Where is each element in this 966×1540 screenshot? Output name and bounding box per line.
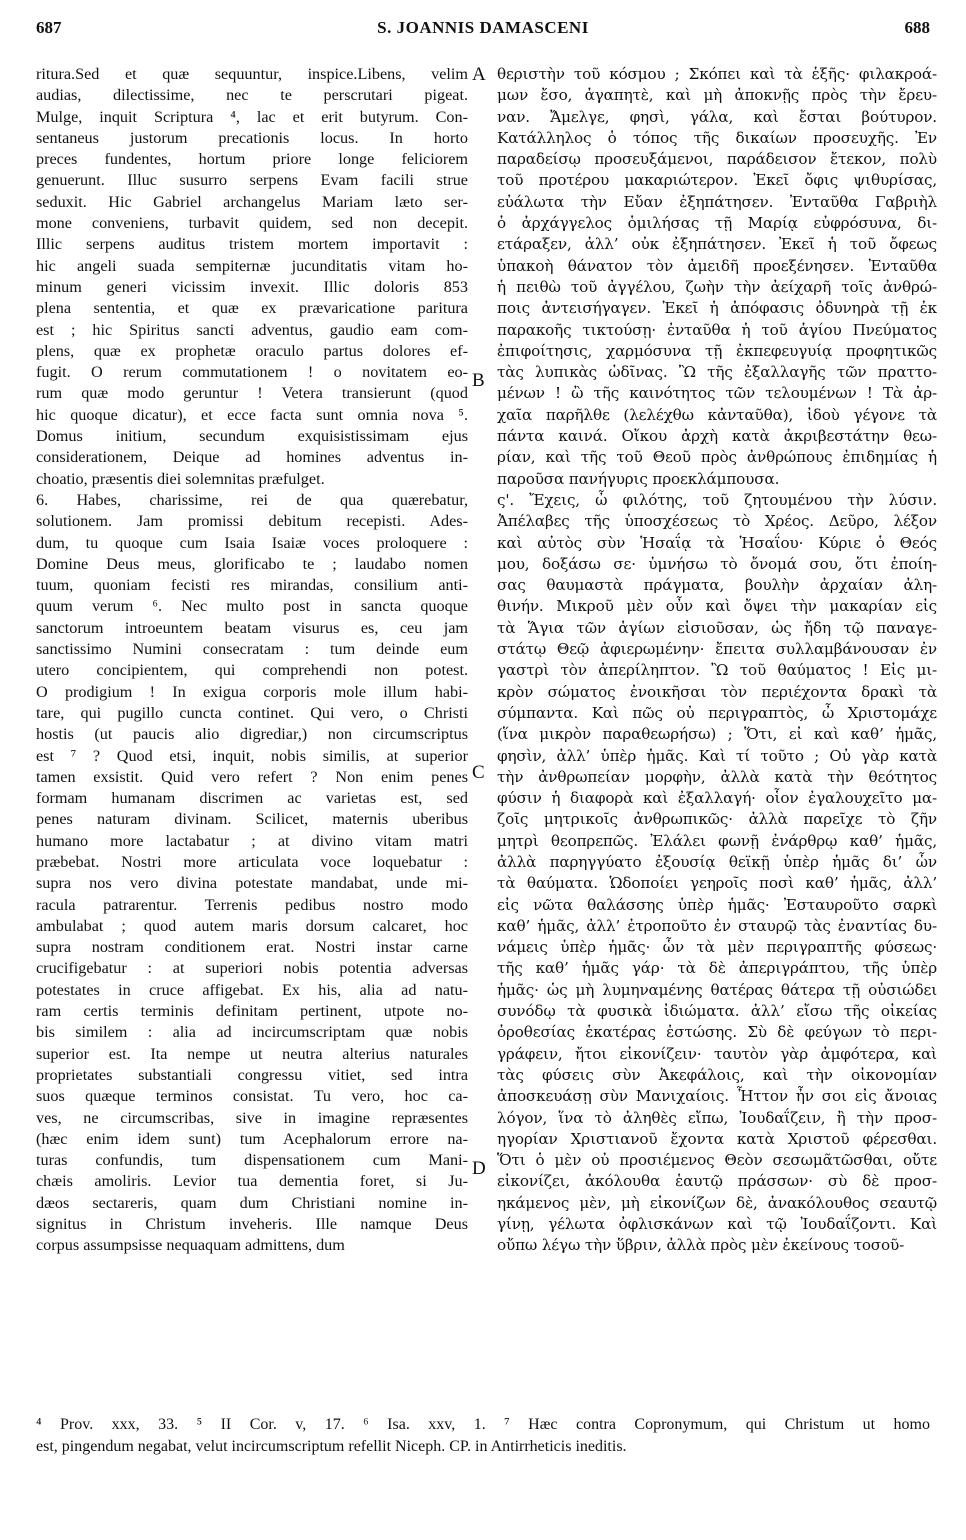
latin-text-line: seduxit. Hic Gabriel archangelus Mariam læto ser-: [36, 192, 468, 211]
latin-text-line: choatio, præsentis diei solemnitas præfulget.: [36, 469, 325, 488]
greek-text-line: μων ἔσο, ἀγαπητὲ, καὶ μὴ ἀποκνῇς πρὸς τὴν ἔρευ-: [497, 86, 937, 105]
greek-text-line: σύμπαντα. Καὶ πῶς οὐ περιγραπτὸς, ὦ Χριστομάχε: [497, 703, 937, 722]
latin-column: [36, 64, 468, 1257]
greek-text-line: κρὸν σώματος ἐνοικῆσαι τὸν περιέχοντα δρακὶ τὰ: [497, 682, 937, 701]
latin-text-line: dum, tu quoque cum Isaia Isaiæ voces proloquere :: [36, 533, 468, 552]
greek-text-line: λόγον, ἵνα τὸ ἀληθὲς εἴπω, Ἰουδαΐζειν, ἢ τὴν προσ-: [497, 1108, 937, 1127]
greek-text-line: θινήν. Μικροῦ μὲν οὖν καὶ ὄψει τὴν μακαρίαν εἰς: [497, 597, 937, 616]
latin-text-line: audias, dilectissime, nec te perscrutari pigeat.: [36, 86, 468, 105]
section-marker-d: D: [472, 1158, 486, 1179]
latin-text-line: corpus assumpsisse nequaquam admittens, dum: [36, 1236, 345, 1255]
latin-text-line: sentaneus justorum precationis locus. In horto: [36, 128, 468, 147]
greek-text-line: τὰς φύσεις σὺν Ἀκεφάλοις, καὶ τὴν οἰκονομίαν: [497, 1065, 937, 1084]
latin-text-line: proprietates substantiali congressu vitiet, sed intra: [36, 1065, 468, 1084]
greek-text-line: ἐπιφοίτησις, χαρμόσυνα τῇ ἐκπεφευγυίᾳ προφητικῶς: [497, 341, 937, 360]
latin-text-line: Domus initium, secundum exquisistissimam ejus: [36, 427, 468, 446]
section-marker-c: C: [472, 762, 485, 783]
latin-text-line: humano more lactabatur ; at divino vitam matri: [36, 831, 468, 850]
greek-text-line: ποις ἀντεισήγαγεν. Ἐκεῖ ἡ ἀπόφασις ὀδυνηρὰ τῇ ἐκ: [497, 299, 937, 318]
latin-text-line: rum quæ modo geruntur ! Vetera transierunt (quod: [36, 384, 468, 403]
latin-text-line: utero concipientem, qui comprehendi non potest.: [36, 661, 468, 680]
latin-text-line: est ; hic Spiritus sancti adventus, gaudio eam com-: [36, 320, 468, 339]
running-title: S. JOANNIS DAMASCENI: [377, 18, 589, 37]
page-number-right: 688: [904, 18, 930, 37]
greek-text-line: ς'. Ἔχεις, ὦ φιλότης, τοῦ ζητουμένου τὴν λύσιν.: [497, 490, 937, 509]
greek-text-line: εὐάλωτα τὴν Εὔαν ἐξηπάτησεν. Ἐνταῦθα Γαβριὴλ: [497, 192, 937, 211]
greek-text-line: καὶ αὐτὸς σὺν Ἡσαΐᾳ τὰ Ἡσαΐου· Κύριε ὁ Θεός: [497, 533, 937, 552]
latin-text-line: supra nos vero divina potestate mandabat, unde mi-: [36, 874, 468, 893]
latin-text-line: racula patrarentur. Terrenis pedibus nostro modo: [36, 895, 468, 914]
latin-text-line: minum generi vicissim invexit. Illic doloris 853: [36, 277, 468, 296]
latin-text-line: supra nostram conditionem erat. Nostri instar carne: [36, 938, 468, 957]
greek-text-line: Ἀπέλαβες τῆς ὑποσχέσεως τὸ Χρέος. Δεῦρο, λέξον: [497, 512, 937, 531]
greek-text-line: παροῦσα πανήγυρις προεκλάμπουσα.: [497, 469, 780, 488]
latin-text-line: O prodigium ! In exigua corporis mole illum habi-: [36, 682, 468, 701]
footnote-line: est, pingendum negabat, velut incircumscriptum refellit Niceph. CP. in Antirrheticis ineditis.: [36, 1438, 627, 1455]
greek-text-line: ετάραξεν, ἀλλ’ οὐκ ἐξηπάτησεν. Ἐκεῖ ἡ τοῦ ὄφεως: [497, 235, 937, 254]
latin-text-line: preces fundentes, hortum priore longe feliciorem: [36, 150, 468, 169]
running-header: [36, 18, 930, 42]
greek-text-line: (ἵνα μικρὸν παραθεωρήσω) ; Ὅτι, εἰ καὶ καθ’ ἡμᾶς,: [497, 725, 937, 744]
greek-text-line: τοῦ προτέρου μακαριώτερον. Ἐκεῖ ὄφις ψιθυρίσας,: [497, 171, 937, 190]
greek-text-line: παρακοῆς τικτούσῃ· ἐνταῦθα ἡ τοῦ ἁγίου Πνεύματος: [497, 320, 937, 339]
latin-text-line: formam humanam discrimen ac varietas est, sed: [36, 789, 468, 808]
latin-text-line: superior est. Ita nempe ut neutra alterius naturales: [36, 1044, 468, 1063]
greek-text-line: ναν. Ἄμελγε, φησὶ, γάλα, καὶ ἔσται βούτυρον.: [497, 107, 937, 126]
latin-text-line: suos quæque terminos consistat. Tu vero, hoc ca-: [36, 1087, 468, 1106]
greek-text-line: ηκάμενος μὲν, μὴ εἰκονίζων δὲ, ἀνακόλουθος σεαυτῷ: [497, 1193, 937, 1212]
greek-text-line: οὔπω λέγω τὴν ὕβριν, ἀλλὰ πρὸς μὲν ἐκείνους τοσοῦ-: [497, 1236, 905, 1255]
greek-text-line: γαστρὶ τὸν ἀπερίληπτον. Ὢ τοῦ θαύματος ! Εἰς μι-: [497, 661, 937, 680]
latin-text-line: plens, quæ ex prophetæ oraculo partus dolores ef-: [36, 341, 468, 360]
greek-text-line: γράφειν, ἤτοι εἰκονίζειν· ταυτὸν γὰρ ἀμφότερα, καὶ: [497, 1044, 937, 1063]
latin-text-line: (hæc enim idem sunt) tum Acephalorum errore na-: [36, 1129, 468, 1148]
greek-text-line: Ὅτι ὁ μὲν οὐ προσιέμενος Θεὸν σεσωμᾶτῶσθαι, οὔτε: [497, 1151, 937, 1170]
latin-text-line: sanctissimo Numini consecratam : tum deinde eum: [36, 640, 468, 659]
latin-text-line: penes naturam divinam. Scilicet, maternis uberibus: [36, 810, 468, 829]
latin-text-line: ambulabat ; quod autem maris dorsum calcaret, hoc: [36, 916, 468, 935]
greek-text-line: τῆς καθ’ ἡμᾶς γάρ· τὰ δὲ ἀπεριγράπτου, τῆς ὑπὲρ: [497, 959, 937, 978]
latin-text-line: quum verum ⁶. Nec multo post in sancta quoque: [36, 597, 468, 616]
latin-text-line: fugit. O rerum commutationem ! o novitatem eo-: [36, 363, 468, 382]
greek-text-line: συνόδῳ τὰ φυσικὰ ἰδιώματα. ἀλλ’ εἴσω τῆς οἰκείας: [497, 1002, 937, 1021]
latin-text-line: chæis amoliris. Levior tua dementia foret, si Ju-: [36, 1172, 468, 1191]
greek-text-line: μένων ! ὢ τῆς καινότητος τῶν τελουμένων ! Τὰ ἀρ-: [497, 384, 937, 403]
greek-text-line: ἡ πειθὼ τοῦ ἀγγέλου, ζωὴν τὴν ἀείχαρῆ τοῖς ἀνθρώ-: [497, 277, 937, 296]
greek-text-line: μου, δοξάσω σε· ὑμνήσω τὸ ὄνομά σου, ὅτι ἐποίη-: [497, 554, 937, 573]
greek-text-line: τὴν ἀνθρωπείαν μορφὴν, ἀλλὰ κατὰ τὴν θεότητος: [497, 767, 937, 786]
greek-text-line: ἀλλὰ παρηγγύατο ἐξουσίᾳ θεϊκῇ ὑπὲρ ἡμᾶς δι’ ὧν: [497, 852, 937, 871]
latin-text-line: ves, ne circumscribas, sive in imagine repræsentes: [36, 1108, 468, 1127]
latin-text-line: signitus in Christum inveheris. Ille namque Deus: [36, 1215, 468, 1234]
latin-text-line: genuerunt. Illuc susurro serpens Evam facili strue: [36, 171, 468, 190]
greek-text-line: ὁ ἀρχάγγελος ὁμιλήσας τῇ Μαρίᾳ εὐφρόσυνα, δι-: [497, 214, 937, 233]
footnote-line: ⁴ Prov. xxx, 33. ⁵ II Cor. v, 17. ⁶ Isa. xxv, 1. ⁷ Hæc contra Copronymum, qui Christum ut homo: [36, 1416, 930, 1433]
latin-text-line: Domine Deus meus, glorificabo te ; laudabo nomen: [36, 554, 468, 573]
latin-text-line: præbebat. Nostri more articulata voce loquebatur :: [36, 852, 468, 871]
latin-text-line: dæos sectareris, quam dum Christiani nomine in-: [36, 1193, 468, 1212]
latin-text-line: hic quoque dicatur), et ecce facta sunt omnia nova ⁵.: [36, 405, 468, 424]
greek-text-line: πάντα καινά. Οἴκου ἀρχὴ κατὰ ἀκριβεστάτην θεω-: [497, 427, 937, 446]
section-marker-a: A: [472, 64, 486, 85]
greek-text-line: εἰς νῶτα θαλάσσης ὑπὲρ ἡμᾶς· Ἐσταυροῦτο σαρκὶ: [497, 895, 937, 914]
greek-text-line: τὰς λυπικὰς ὠδῖνας. Ὢ τῆς ἐξαλλαγῆς τῶν πραττο-: [497, 363, 937, 382]
latin-text-line: mone conveniens, turbavit quidem, sed non decepit.: [36, 214, 468, 233]
greek-text-line: φύσιν ἡ διαφορὰ καὶ ἐξαλλαγή· οἷον ἐγαλουχεῖτο μα-: [497, 789, 937, 808]
latin-text-line: Illic serpens auditus tristem mortem importavit :: [36, 235, 468, 254]
greek-text-line: νάμεις ὑπὲρ ἡμᾶς· ὧν τὰ μὲν περιγραπτῆς φύσεως·: [497, 938, 937, 957]
greek-text-line: μητρὶ θεοπρεπῶς. Ἐλάλει φωνῇ ἐνάρθρῳ καθ’ ἡμᾶς,: [497, 831, 937, 850]
latin-text-line: tamen exsistit. Quid vero refert ? Non enim penes: [36, 767, 468, 786]
latin-text-line: considerationem, Deique ad homines adventus in-: [36, 448, 468, 467]
greek-text-line: παραδείσῳ προσευξάμενοι, παράδεισον ἔτεκον, πολὺ: [497, 150, 937, 169]
greek-text-line: ζοῖς μητρικοῖς ἀνθρωπικῶς· ἀλλὰ παρεῖχε τὸ ζῆν: [497, 810, 937, 829]
greek-text-line: τὰ Ἅγια τῶν ἁγίων εἰσιοῦσαν, ὡς ἤδη τῷ παναγε-: [497, 618, 937, 637]
latin-text-line: plena sententia, et quæ ex prævaricatione paritura: [36, 299, 468, 318]
latin-text-line: tuum, quoniam fecisti res mirandas, consilium anti-: [36, 576, 468, 595]
greek-text-line: σας θαυμαστὰ πράγματα, βουλὴν ἀρχαίαν ἀλη-: [497, 576, 937, 595]
greek-text-line: φησὶν, ἀλλ’ ὑπὲρ ἡμᾶς. Καὶ τί τοῦτο ; Οὐ γὰρ κατὰ: [497, 746, 937, 765]
latin-text-line: 6. Habes, charissime, rei de qua quærebatur,: [36, 490, 468, 509]
latin-text-line: potestates in cruce affigebat. Ex his, alia ad natu-: [36, 980, 468, 999]
greek-text-line: καθ’ ἡμᾶς, ἀλλ’ ἐτροποῦτο ἐν σταυρῷ τὰς ἐναντίας δυ-: [497, 916, 937, 935]
latin-text-line: bis similem : alia ad incircumscriptam quæ nobis: [36, 1023, 468, 1042]
footnotes: [36, 1414, 930, 1458]
latin-text-line: Mulge, inquit Scriptura ⁴, lac et erit butyrum. Con-: [36, 107, 468, 126]
greek-text-line: θεριστὴν τοῦ κόσμου ; Σκόπει καὶ τὰ ἑξῆς· φιλακροά-: [497, 65, 937, 83]
latin-text-line: hic angeli suada sempiternæ jucunditatis vitam ho-: [36, 256, 468, 275]
latin-text-line: turas confundis, tum dispensationem cum Mani-: [36, 1151, 468, 1170]
latin-text-line: crucifigebatur : at superiori nobis potentia adversas: [36, 959, 468, 978]
greek-text-line: τὰ θαύματα. Ὡδοποίει γεηροῖς ποσὶ καθ’ ἡμᾶς, ἀλλ’: [497, 874, 937, 893]
greek-text-line: γίνῃ, γέλωτα ὀφλισκάνων καὶ τῷ Ἰουδαΐζοντι. Καὶ: [497, 1215, 937, 1234]
greek-text-line: ὁροθεσίας ἑκατέρας ἑστώσης. Σὺ δὲ φεύγων τὸ περι-: [497, 1023, 937, 1042]
greek-text-line: Κατάλληλος ὁ τόπος τῆς δικαίων προσευχῆς. Ἐν: [497, 128, 937, 147]
latin-text-line: ritura.Sed et quæ sequuntur, inspice.Libens, velim: [36, 65, 468, 83]
latin-text-line: est ⁷ ? Quod etsi, inquit, nobis similis, at superior: [36, 746, 468, 765]
greek-text-line: ἡμᾶς· ὡς μὴ λυμηναμένης θατέρας θάτερα τῇ οὐσιώδει: [497, 980, 937, 999]
latin-text-line: tare, qui pugillo cuncta continet. Qui vero, o Christi: [36, 703, 468, 722]
greek-text-line: στάτῳ Θεῷ ἀφιερωμένην· ἔπειτα συλλαμβάνουσαν ἐν: [497, 640, 937, 659]
section-marker-b: B: [472, 370, 485, 391]
greek-text-line: ηγορίαν Χριστιανοῦ ἔχοντα κατὰ Χριστοῦ φέρεσθαι.: [497, 1129, 937, 1148]
greek-text-line: εἰκονίζει, ἀκόλουθα ἑαυτῷ πράσσων· σὺ δὲ προσ-: [497, 1172, 937, 1191]
latin-text-line: solutionem. Jam promissi debitum recepisti. Ades-: [36, 512, 468, 531]
latin-text-line: hostis (ut paucis alio digrediar,) non circumscriptus: [36, 725, 468, 744]
latin-text-line: sanctorum introeuntem beatam visurus es, ceu jam: [36, 618, 468, 637]
greek-text-line: ἀποσκευάσῃ σὺν Μανιχαίοις. Ἧττον ἦν σοι εἰς ἄνοιας: [497, 1087, 937, 1106]
greek-text-line: ὑπακοὴ θάνατον τὸν ἀμειδῆ προεξένησεν. Ἐνταῦθα: [497, 256, 937, 275]
greek-text-line: ρίαν, καὶ τῆς τοῦ Θεοῦ πρὸς ἀνθρώπους ἐπιδημίας ἡ: [497, 448, 937, 467]
latin-text-line: ram certis terminis definitam pertinent, utpote no-: [36, 1002, 468, 1021]
page-number-left: 687: [36, 18, 62, 37]
greek-column: [497, 64, 937, 1257]
greek-text-line: χαῖα παρῆλθε (λελέχθω κἀνταῦθα), ἰδοὺ γέγονε τὰ: [497, 405, 937, 424]
